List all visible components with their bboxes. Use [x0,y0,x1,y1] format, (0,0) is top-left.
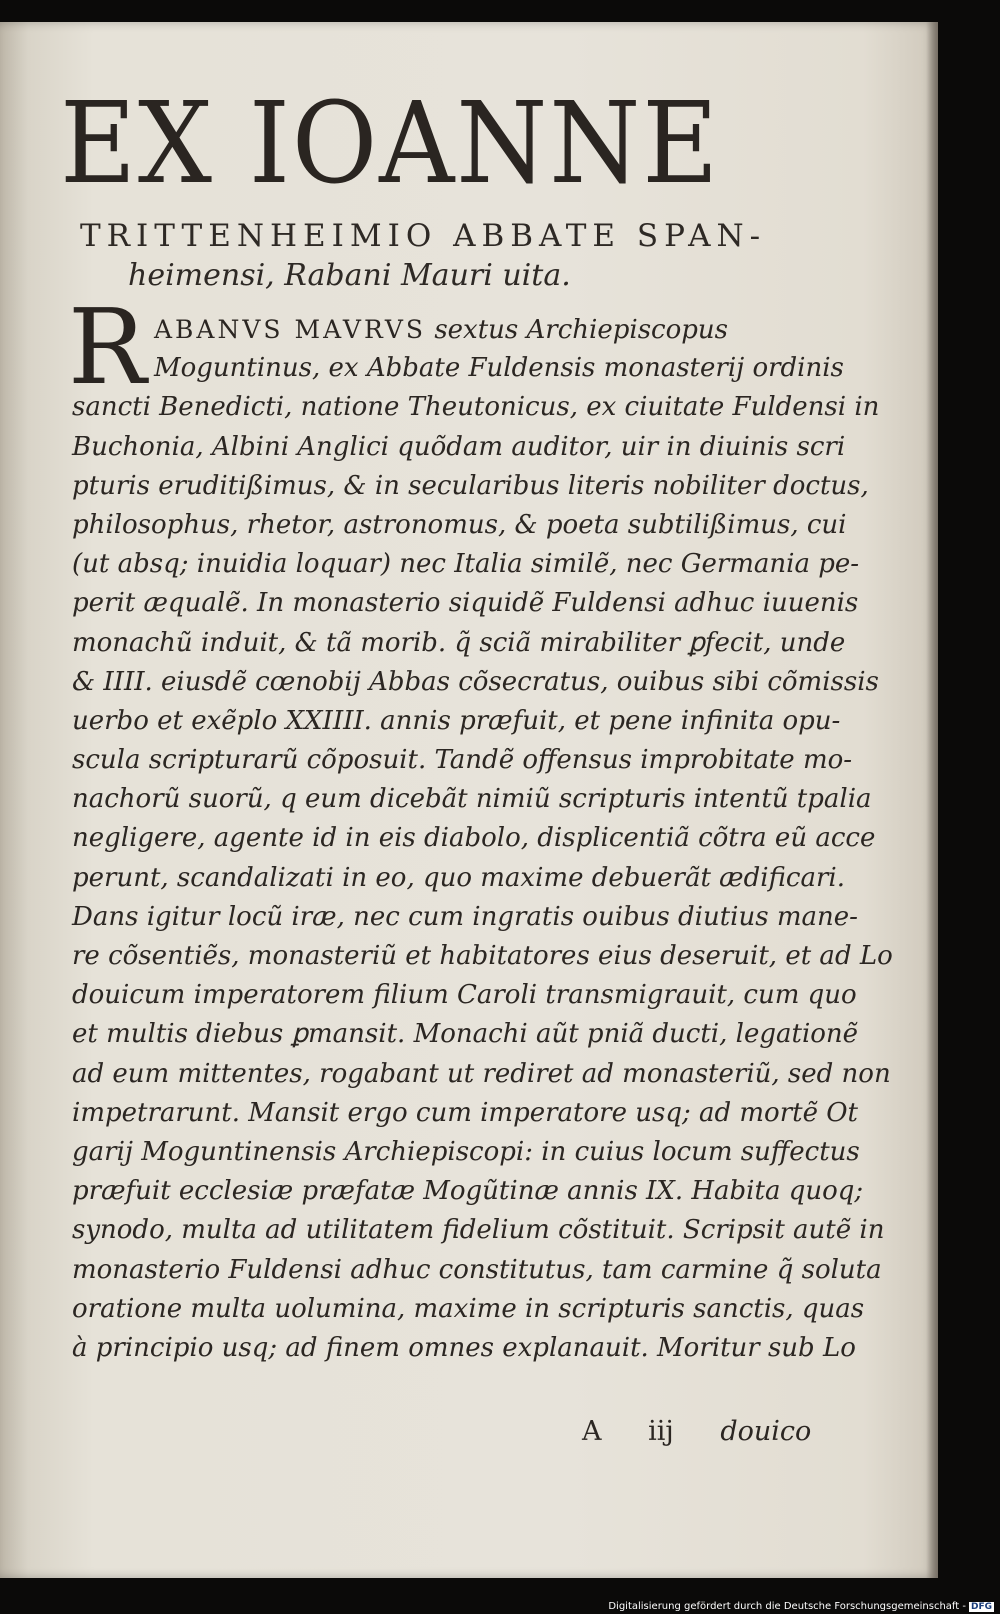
first-line-caps: ABANVS MAVRVS [154,315,427,344]
subtitle-line-1: TRITTENHEIMIO ABBATE SPAN- [80,218,767,254]
leaf-number: iij [648,1416,674,1447]
text-line: philosophus, rhetor, astronomus, & poeta subtilißimus, cui [72,509,847,540]
text-line: et multis diebus ꝑmansit. Monachi aũt pniã ducti, legationẽ [72,1019,859,1050]
text-line: garij Moguntinensis Archiepiscopi: in cuius locum suffectus [72,1136,860,1167]
text-line: uerbo et exẽplo XXIIII. annis præfuit, et pene infinita opu- [72,705,841,736]
digitization-credit [608,1601,994,1612]
signature-mark: A [582,1416,602,1447]
text-line: (ut absq; inuidia loquar) nec Italia similẽ, nec Germania pe- [72,549,860,580]
text-line: Buchonia, Albini Anglici quõdam auditor, uir in diuinis scri [72,431,846,462]
text-line-rest: sextus Archiepiscopus [426,315,728,345]
catchword: douico [720,1416,812,1447]
dfg-logo: DFG [970,1602,992,1612]
text-line: perit æqualẽ. In monasterio siquidẽ Fuldensi adhuc iuuenis [72,588,859,619]
page-footer-marks [582,1416,811,1447]
text-line: præfuit ecclesiæ præfatæ Mogũtinæ annis IX. Habita quoq; [72,1176,864,1207]
text-line: oratione multa uolumina, maxime in scripturis sanctis, quas [72,1293,865,1324]
body-text [72,310,893,1368]
text-line: synodo, multa ad utilitatem fidelium cõstituit. Scripsit autẽ in [72,1215,885,1246]
text-line: Moguntinus, ex Abbate Fuldensis monasterij ordinis [154,353,844,384]
subtitle-line-2: heimensi, Rabani Mauri uita. [128,258,571,293]
text-line: sancti Benedicti, natione Theutonicus, ex ciuitate Fuldensi in [72,392,880,423]
text-line: scula scripturarũ cõposuit. Tandẽ offensus improbitate mo- [72,745,853,776]
text-line: monachũ induit, & tã morib. q̃ sciã mirabiliter ꝑfecit, unde [72,627,846,658]
text-line: Dans igitur locũ iræ, nec cum ingratis ouibus diutius mane- [72,901,858,932]
text-line: negligere, agente id in eis diabolo, displicentiã cõtra eũ acce [72,823,876,854]
text-line: ad eum mittentes, rogabant ut rediret ad monasteriũ, sed non [72,1058,891,1089]
text-line: à principio usq; ad finem omnes explanauit. Moritur sub Lo [72,1332,856,1363]
text-line: douicum imperatorem filium Caroli transmigrauit, cum quo [72,980,857,1011]
text-line: perunt, scandalizati in eo, quo maxime debuerãt ædificari. [72,862,845,893]
book-page [0,22,938,1578]
text-line: & IIII. eiusdẽ cœnobij Abbas cõsecratus, ouibus sibi cõmissis [72,666,879,697]
text-line: nachorũ suorũ, q eum dicebãt nimiũ scripturis intentũ tpalia [72,784,872,815]
credit-text: Digitalisierung gefördert durch die Deutsche Forschungsgemeinschaft - [608,1601,966,1612]
text-line [72,310,792,349]
drop-cap: R [68,286,147,408]
page-title: EX IOANNE [60,79,721,209]
text-line: impetrarunt. Mansit ergo cum imperatore usq; ad mortẽ Ot [72,1097,858,1128]
text-line: pturis eruditißimus, & in secularibus literis nobiliter doctus, [72,470,869,501]
text-line: monasterio Fuldensi adhuc constitutus, tam carmine q̃ soluta [72,1254,882,1285]
text-line: re cõsentiẽs, monasteriũ et habitatores eius deseruit, et ad Lo [72,941,893,971]
